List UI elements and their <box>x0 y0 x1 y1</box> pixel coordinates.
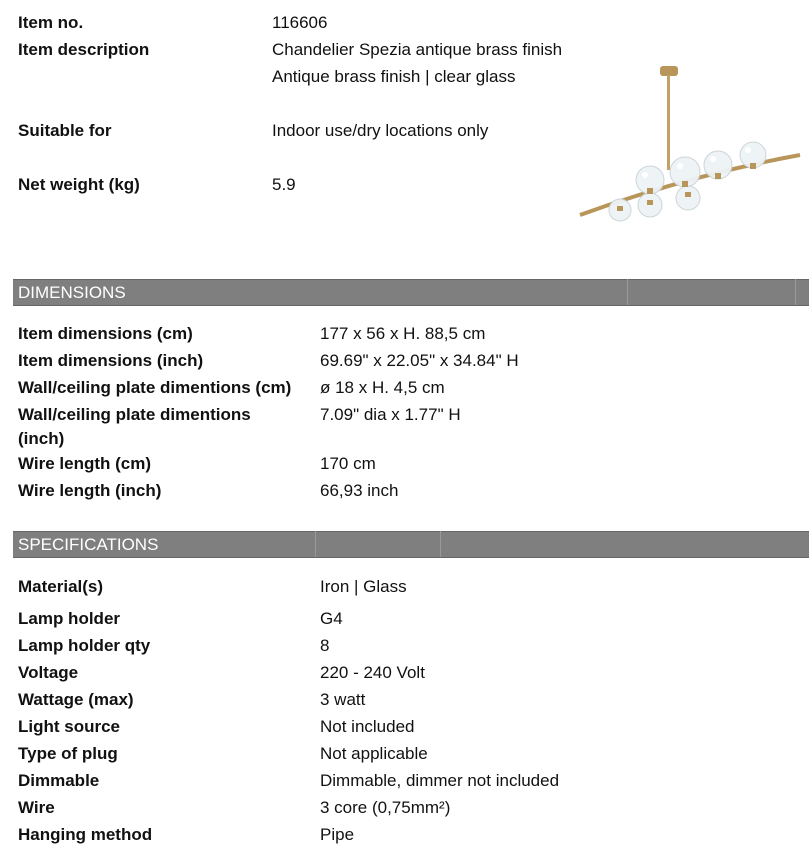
spec-light-source-label: Light source <box>18 717 121 736</box>
spec-dimmable-value: Dimmable, dimmer not included <box>320 771 560 790</box>
dim-wire-cm-value: 170 cm <box>320 454 376 473</box>
item-description-value-line2: Antique brass finish | clear glass <box>272 67 516 86</box>
spec-plug-value: Not applicable <box>320 744 428 763</box>
spec-wattage-label: Wattage (max) <box>18 690 134 709</box>
dim-plate-cm-label: Wall/ceiling plate dimentions (cm) <box>18 378 292 397</box>
dim-item-cm-label: Item dimensions (cm) <box>18 324 193 343</box>
net-weight-label: Net weight (kg) <box>18 175 140 194</box>
dim-plate-inch-label: Wall/ceiling plate dimentions <box>18 405 251 424</box>
specifications-title: SPECIFICATIONS <box>18 535 159 554</box>
item-no-value: 116606 <box>272 13 328 32</box>
chandelier-product-image <box>570 60 805 235</box>
spec-voltage-value: 220 - 240 Volt <box>320 663 425 682</box>
spec-voltage-label: Voltage <box>18 663 79 682</box>
dim-plate-cm-value: ø 18 x H. 4,5 cm <box>320 378 445 397</box>
item-description-label: Item description <box>18 40 150 59</box>
suitable-for-label: Suitable for <box>18 121 112 140</box>
spec-hanging-label: Hanging method <box>18 825 153 844</box>
dim-item-inch-label: Item dimensions (inch) <box>18 351 204 370</box>
specifications-section-bar <box>13 531 809 558</box>
spec-material-label: Material(s) <box>18 577 104 596</box>
dim-plate-inch-value: 7.09" dia x 1.77" H <box>320 405 461 424</box>
spec-wire-value: 3 core (0,75mm²) <box>320 798 451 817</box>
dim-plate-inch-label-cont: (inch) <box>18 429 65 448</box>
spec-lamp-holder-value: G4 <box>320 609 343 628</box>
net-weight-value: 5.9 <box>272 175 296 194</box>
item-description-value-line1: Chandelier Spezia antique brass finish <box>272 40 563 59</box>
spec-wattage-value: 3 watt <box>320 690 366 709</box>
spec-lamp-holder-qty-value: 8 <box>320 636 330 655</box>
dim-item-cm-value: 177 x 56 x H. 88,5 cm <box>320 324 486 343</box>
suitable-for-value: Indoor use/dry locations only <box>272 121 489 140</box>
dimensions-title: DIMENSIONS <box>18 283 126 302</box>
spec-dimmable-label: Dimmable <box>18 771 100 790</box>
spec-material-value: Iron | Glass <box>320 577 407 596</box>
spec-lamp-holder-label: Lamp holder <box>18 609 121 628</box>
dim-wire-inch-value: 66,93 inch <box>320 481 399 500</box>
spec-light-source-value: Not included <box>320 717 415 736</box>
dimensions-section-bar <box>13 279 809 306</box>
spec-plug-label: Type of plug <box>18 744 118 763</box>
item-no-label: Item no. <box>18 13 84 32</box>
spec-wire-label: Wire <box>18 798 55 817</box>
spec-hanging-value: Pipe <box>320 825 355 844</box>
dim-wire-inch-label: Wire length (inch) <box>18 481 162 500</box>
dim-wire-cm-label: Wire length (cm) <box>18 454 152 473</box>
spec-lamp-holder-qty-label: Lamp holder qty <box>18 636 151 655</box>
dim-item-inch-value: 69.69" x 22.05" x 34.84" H <box>320 351 519 370</box>
